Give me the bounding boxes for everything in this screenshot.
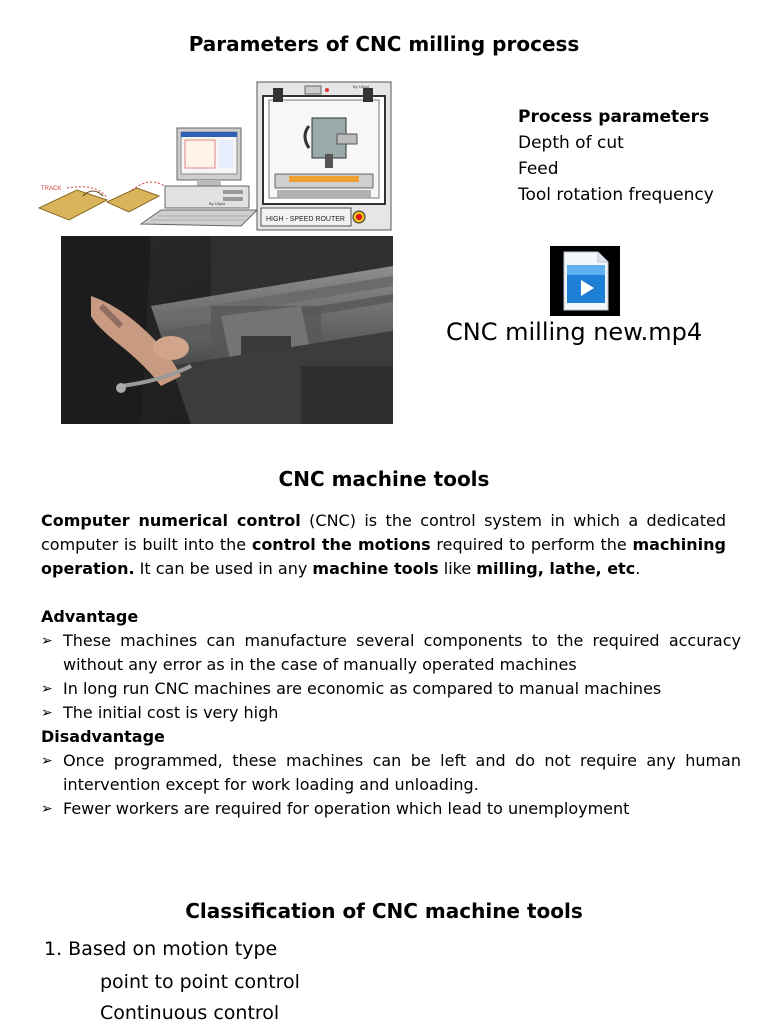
video-file-name[interactable]: CNC milling new.mp4 [446, 318, 703, 346]
intro-bold-milling-lathe: milling, lathe, etc [476, 559, 636, 578]
disadvantage-heading: Disadvantage [41, 727, 165, 746]
list-item [41, 677, 741, 701]
disadvantage-item-2: Fewer workers are required for operation which lead to unemployment [63, 799, 630, 818]
section-title-classification: Classification of CNC machine tools [185, 899, 583, 923]
arrow-bullet-icon: ➢ [41, 801, 53, 817]
process-parameters-heading: Process parameters [518, 107, 710, 127]
intro-bold-motions: control the motions [251, 535, 431, 554]
milling-machine-photo [61, 236, 393, 424]
param-depth-of-cut: Depth of cut [518, 133, 624, 153]
list-item [41, 749, 741, 797]
classification-item-1: 1. Based on motion type [44, 938, 278, 960]
brand-label: By U5yst [353, 84, 370, 89]
cnc-system-illustration [37, 78, 393, 234]
brand-label-small: By U5yst [209, 201, 226, 206]
intro-text-c: It can be used in any [134, 559, 313, 578]
classification-sub-item-1: point to point control [100, 971, 300, 993]
classification-sub-item-2: Continuous control [100, 1002, 280, 1024]
cnc-intro-paragraph [41, 509, 726, 581]
milling-photo-svg [61, 236, 393, 424]
disadvantage-item-1: Once programmed, these machines can be left and do not require any human intervention except for work loading and unloading. [63, 751, 741, 794]
intro-text-d: like [438, 559, 477, 578]
intro-text-b: required to perform the [430, 535, 633, 554]
arrow-bullet-icon: ➢ [41, 753, 53, 769]
router-label: HIGH - SPEED ROUTER [266, 216, 345, 223]
video-thumbnail-icon [550, 246, 620, 316]
advantage-item-3: The initial cost is very high [63, 703, 279, 722]
advantages-section [41, 605, 741, 821]
intro-bold-machining: machining operation. [41, 535, 726, 578]
video-file-icon[interactable] [550, 246, 620, 316]
intro-bold-machine-tools: machine tools [312, 559, 439, 578]
intro-text-e: . [635, 559, 641, 578]
list-item [41, 797, 741, 821]
param-feed: Feed [518, 159, 559, 179]
arrow-bullet-icon: ➢ [41, 681, 53, 697]
advantage-item-2: In long run CNC machines are economic as compared to manual machines [63, 679, 662, 698]
section-title-parameters: Parameters of CNC milling process [188, 32, 580, 56]
advantage-heading: Advantage [41, 607, 139, 626]
param-tool-rotation: Tool rotation frequency [518, 185, 714, 205]
arrow-bullet-icon: ➢ [41, 705, 53, 721]
arrow-bullet-icon: ➢ [41, 633, 53, 649]
cnc-diagram-svg [37, 78, 393, 234]
advantage-item-1: These machines can manufacture several components to the required accuracy without any error as in the case of manually operated machines [63, 631, 741, 674]
track-label: TRACK [41, 186, 62, 192]
process-parameters [518, 104, 714, 208]
intro-text-a: (CNC) is the control system in which a dedicated computer is built into the [41, 511, 727, 554]
list-item [41, 629, 741, 677]
section-title-machine-tools: CNC machine tools [278, 467, 490, 491]
list-item [41, 701, 741, 725]
intro-bold-cnc: Computer numerical control [41, 511, 301, 530]
